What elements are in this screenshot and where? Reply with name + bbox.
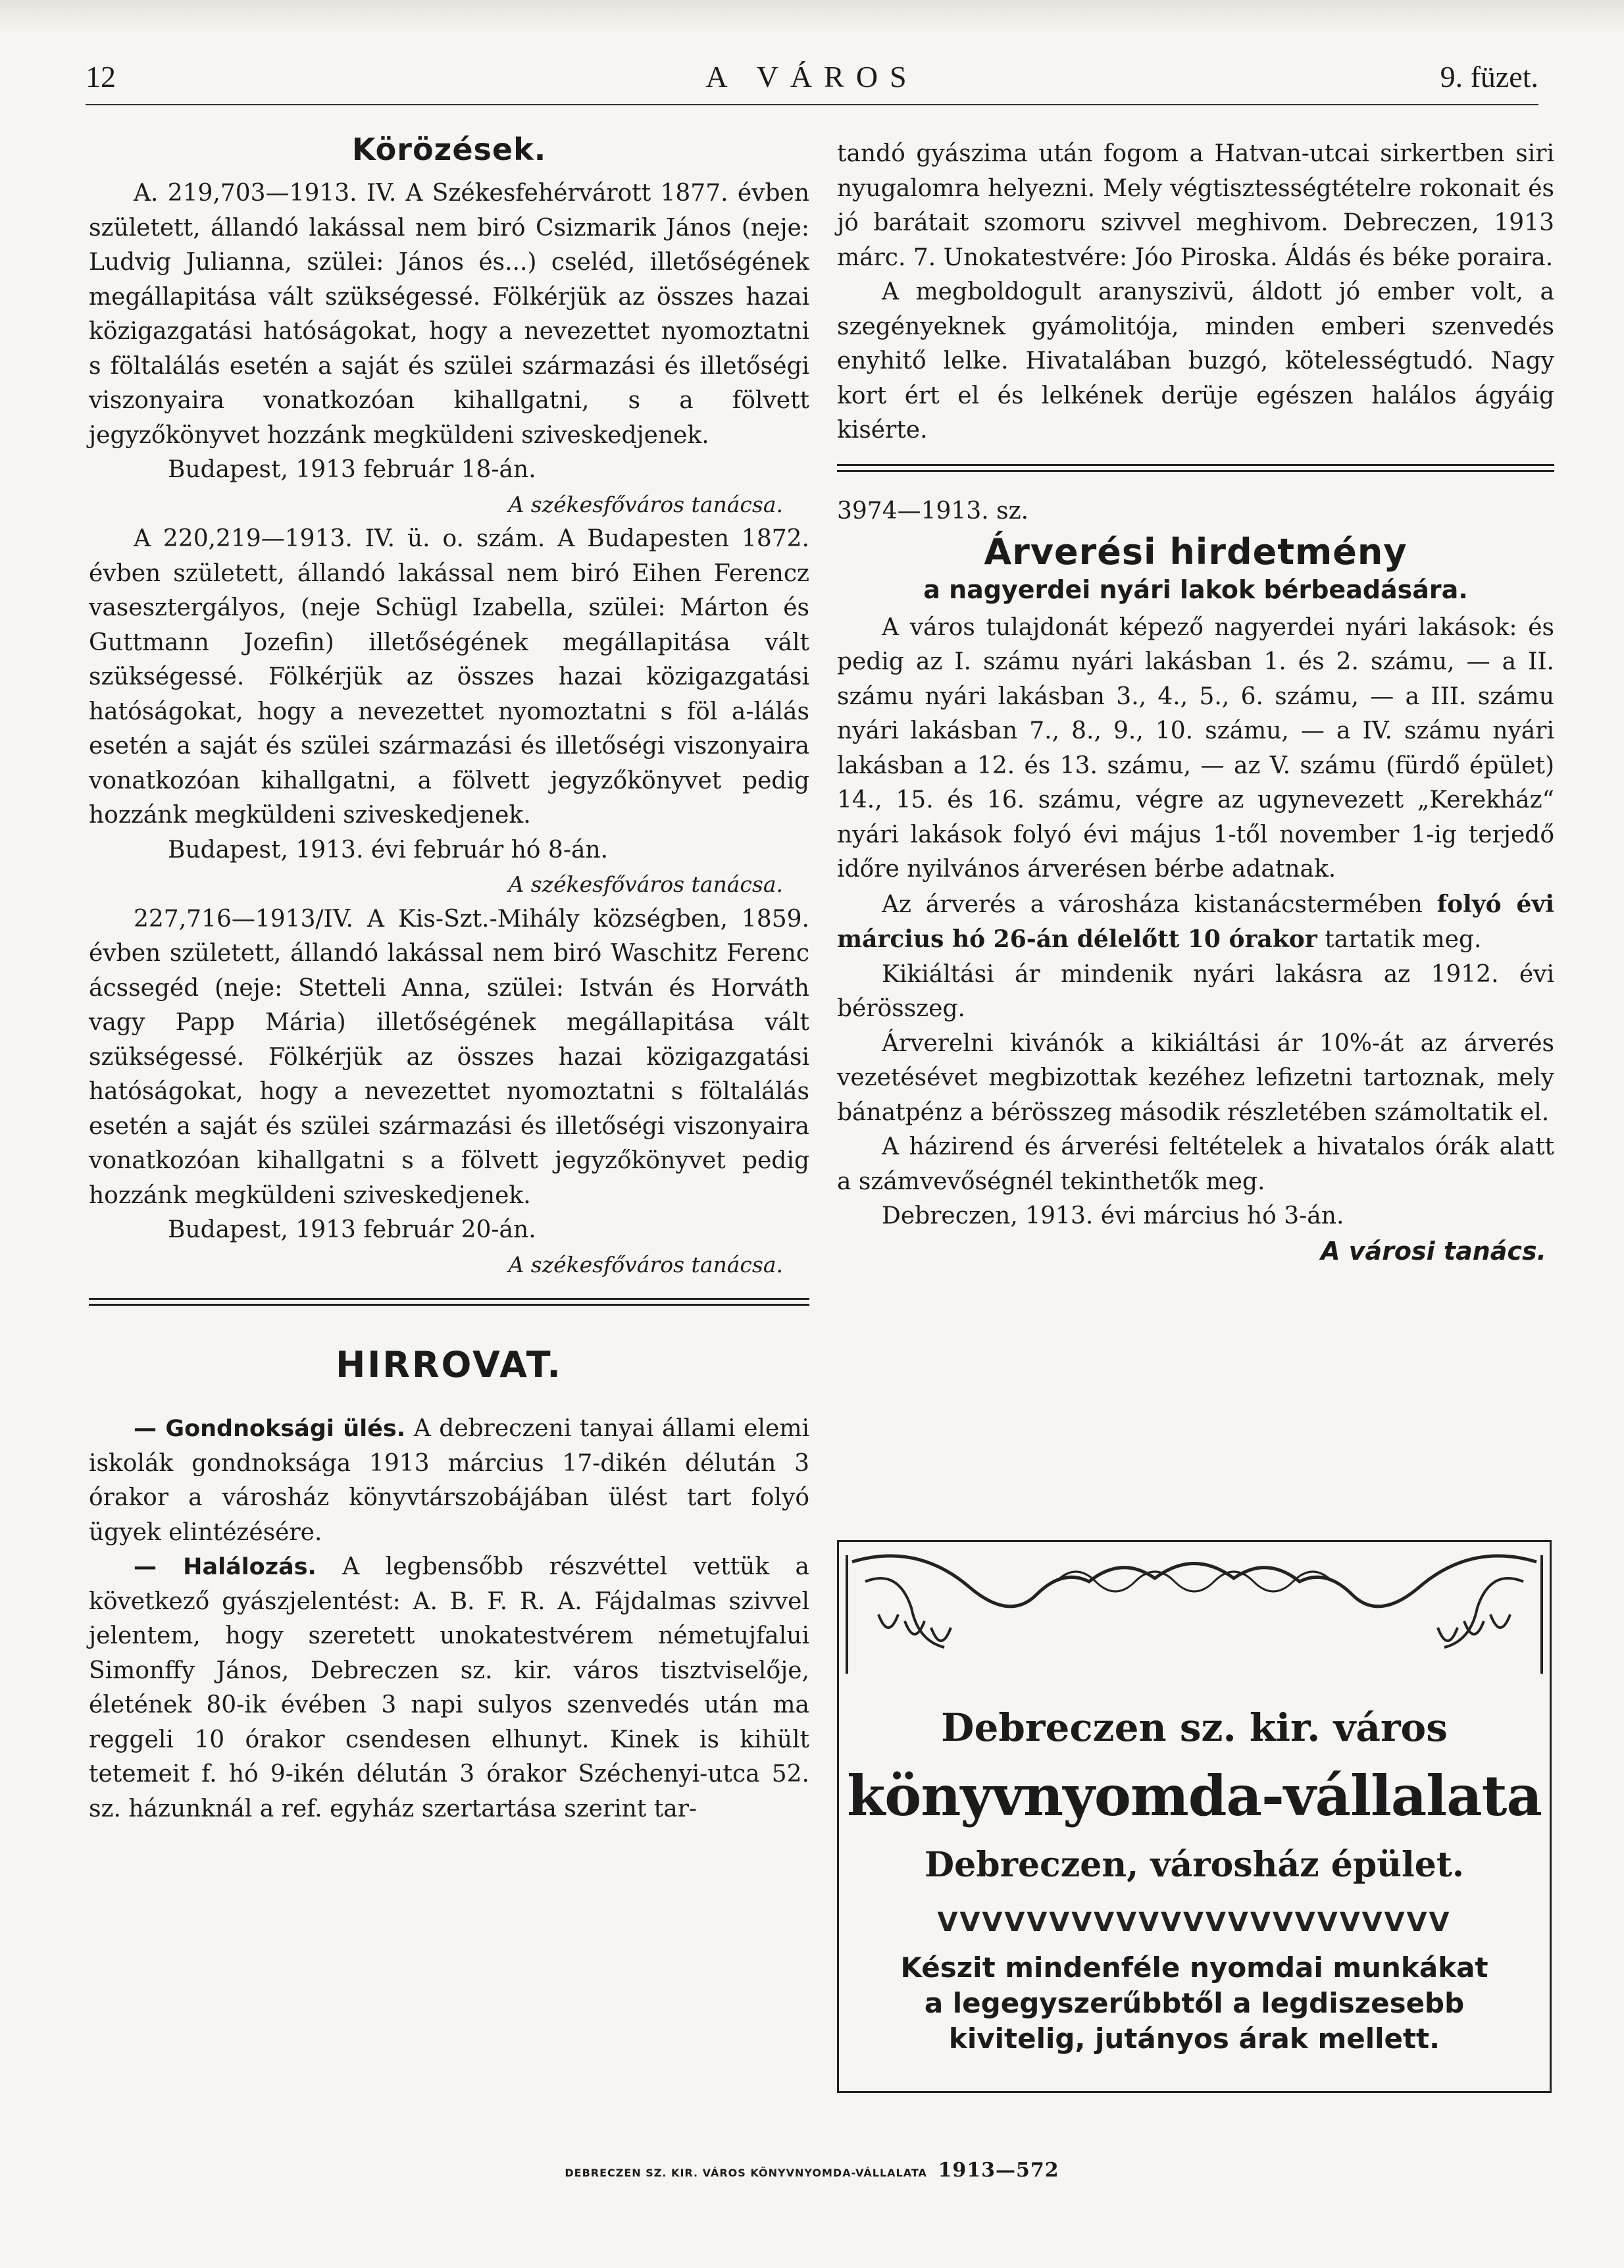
news-meeting-lead: — Gondnoksági ülés. xyxy=(134,1416,406,1442)
wanted-title: Körözések. xyxy=(351,132,547,167)
auction-paragraph-4: Árverelni kivánók a kikiáltási ár 10%-át az árverés vezetésévet megbizottak kezéhez lefizetni tartoznak, mely bánatpénz a bérösszeg második részletében számoltatik el. xyxy=(837,1029,1554,1126)
wanted-place-2: Budapest, 1913. évi február hó 8-án. xyxy=(168,836,609,863)
ad-line-2: könyvnyomda-vállalata xyxy=(847,1763,1542,1828)
auction-p2-pre: Az árverés a városháza kistanácstermében xyxy=(882,890,1437,918)
printer-imprint xyxy=(0,2159,1624,2182)
section-divider-right xyxy=(837,464,1554,472)
auction-p2-post: tartatik meg. xyxy=(1317,926,1482,953)
auction-number: 3974—1913. sz. xyxy=(837,497,1029,525)
running-header xyxy=(86,59,1538,99)
news-death-text: A legbensőbb részvéttel vettük a következő gyászjelentést: A. B. F. R. A. Fájdalmas szivvel jelentem, hogy szeretett unokatestvérem németujfalui Simonffy János, Debreczen sz. kir. város tisztviselője, életének 80-ik évében 3 napi sulyos szenvedés után ma reggeli 10 órakor csendesen elhunyt. Kinek is kihült tetemeit f. hó 9-ikén délután 3 órakor Széchenyi-utca 52. sz. házunknál a ref. egyház szertartása szerint tar- xyxy=(89,1553,809,1822)
journal-title: A VÁROS xyxy=(705,60,919,93)
auction-paragraph-6: Debreczen, 1913. évi március hó 3-án. xyxy=(882,1202,1344,1229)
scan-edge xyxy=(0,0,1624,33)
auction-paragraph-5: A házirend és árverési feltételek a hivatalos órák alatt a számvevőségnél tekinthetők meg. xyxy=(837,1133,1554,1195)
issue-number: 9. füzet. xyxy=(1440,60,1538,93)
auction-paragraph-3: Kikiáltási ár mindenik nyári lakásra az 1912. évi bérösszeg. xyxy=(837,960,1554,1022)
wanted-notice-3: 227,716—1913/IV. A Kis-Szt.-Mihály községben, 1859. évben született, állandó lakással nem biró Waschitz Ferenc ácssegéd (neje: Stetteli Anna, szülei: István és Horváth vagy Papp Mária) illetőségének megállapitása vált szükségessé. Fölkérjük az összes hazai közigazgatási hatóságokat, hogy a nevezettet nyomoztatni s föltalálás esetén a saját és szülei származási és illetőségi viszonyaira vonatkozóan kihallgatni s a fölvett jegyzőkönyvet pedig hozzánk megküldeni sziveskedjenek. xyxy=(89,905,809,1209)
imprint-number: 1913—572 xyxy=(938,2159,1059,2182)
imprint-text: DEBRECZEN SZ. KIR. VÁROS KÖNYVNYOMDA-VÁLLALATA xyxy=(565,2167,927,2179)
header-rule xyxy=(86,104,1538,105)
ad-text-1: Készit mindenféle nyomdai munkákat xyxy=(900,1951,1488,1984)
page-number: 12 xyxy=(86,60,116,93)
news-title: HIRROVAT. xyxy=(336,1344,563,1385)
auction-signature: A városi tanács. xyxy=(1321,1236,1546,1266)
ad-ornament-band: VVVVVVVVVVVVVVVVVVVVVVV xyxy=(937,1907,1452,1938)
printing-house-advertisement xyxy=(837,1540,1552,2093)
auction-paragraph-1: A város tulajdonát képező nagyerdei nyári lakások: és pedig az I. számu nyári lakásban 1. és 2. számu, — a II. számu nyári lakásban 3., 4., 5., 6. számu, — a III. számu nyári lakásban 7., 8., 9., 10. számu, — a IV. számu nyári lakásban a 12. és 13. számu, — az V. számu (fürdő épület) 14., 15. és 16. számu, végre az ugynevezett „Kerekház“ nyári lakások folyó évi május 1-től november 1-ig terjedő időre nyilvános árverésen bérbe adatnak. xyxy=(837,613,1554,883)
wanted-place-3: Budapest, 1913 február 20-án. xyxy=(168,1216,536,1243)
right-column xyxy=(837,137,1554,1266)
auction-title: Árverési hirdetmény xyxy=(984,530,1408,573)
news-meeting-text: A debreczeni tanyai állami elemi iskolák gondnoksága 1913 március 17-dikén délután 3 órakor a városház könyvtárszobájában ülést tart folyó ügyek elintézésére. xyxy=(89,1415,810,1546)
wanted-notice-1: A. 219,703—1913. IV. A Székesfehérvárott 1877. évben született, állandó lakással nem biró Csizmarik János (neje: Ludvig Julianna, szülei: János és...) cseléd, illetőségének megállapitása vált szükségessé. Fölkérjük az összes hazai közigazgatási hatóságokat, hogy a nevezettet nyomoztatni s föltalálás esetén a saját és szülei származási és illetőségi viszonyaira vonatkozóan kihallgatni, s a fölvett jegyzőkönyvet hozzánk megküldeni sziveskedjenek. xyxy=(89,180,809,449)
news-meeting xyxy=(89,1412,809,1550)
auction-p2-date: folyó évi március hó 26-án délelőtt 10 órakor xyxy=(837,890,1554,953)
news-death-lead: — Halálozás. xyxy=(134,1554,317,1580)
wanted-signature-2: A székesfőváros tanácsa. xyxy=(508,871,783,897)
ad-text-2: a legegyszerűbbtől a legdiszesebb xyxy=(924,1987,1465,2019)
wanted-signature-1: A székesfőváros tanácsa. xyxy=(508,491,783,517)
wanted-place-1: Budapest, 1913 február 18-án. xyxy=(168,456,536,483)
section-divider xyxy=(89,1298,809,1306)
news-death-eulogy: A megboldogult aranyszivü, áldott jó ember volt, a szegényeknek gyámolitója, minden emberi szenvedés enyhitő lelke. Hivatalában buzgó, kötelességtudó. Nagy kort ért el és lelkének derüje egészen halálos ágyáig kisérte. xyxy=(837,278,1554,444)
wanted-signature-3: A székesfőváros tanácsa. xyxy=(508,1251,783,1277)
left-column xyxy=(89,118,809,1826)
ad-text-3: kivitelig, jutányos árak mellett. xyxy=(948,2023,1440,2055)
news-death-continued: tandó gyászima után fogom a Hatvan-utcai sirkertben siri nyugalomra helyezni. Mely végtisztességtételre rokonait és jó barátait szomoru szivvel meghivom. Debreczen, 1913 márc. 7. Unokatestvére: Jóo Piroska. Áldás és béke poraira. xyxy=(837,140,1554,271)
ad-line-3: Debreczen, városház épület. xyxy=(925,1845,1464,1885)
auction-paragraph-2 xyxy=(837,887,1554,958)
auction-subtitle: a nagyerdei nyári lakok bérbeadására. xyxy=(923,575,1468,604)
wanted-notice-2: A 220,219—1913. IV. ü. o. szám. A Budapesten 1872. évben született, állandó lakással nem biró Eihen Ferencz vasesztergályos, (neje Schügl Izabella, szülei: Márton és Guttmann Jozefin) illetőségének megállapitása vált szükségessé. Fölkérjük az összes hazai közigazgatási hatóságokat, hogy a nevezettet nyomoztatni s föl a-lálás esetén a saját és szülei származási és illetőségi viszonyaira vonatkozóan kihallgatni, a fölvett jegyzőkönyvet pedig hozzánk megküldeni sziveskedjenek. xyxy=(89,525,809,829)
ad-line-1: Debreczen sz. kir. város xyxy=(941,1705,1448,1750)
art-nouveau-ornament xyxy=(839,1542,1550,1674)
news-death xyxy=(89,1550,809,1826)
